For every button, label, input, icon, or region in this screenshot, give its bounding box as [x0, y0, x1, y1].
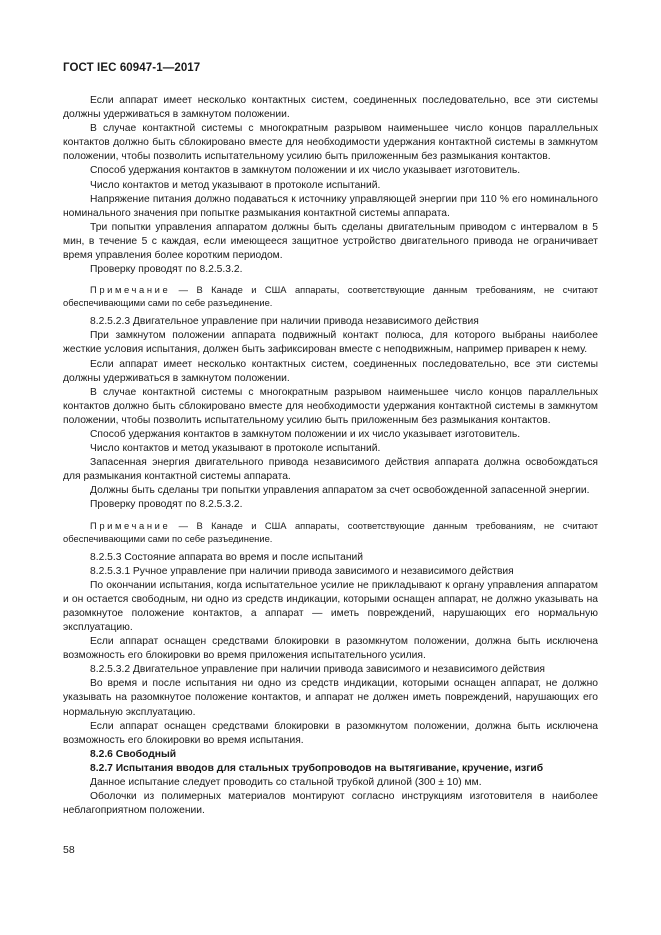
body-paragraph: [63, 263, 598, 277]
paragraph-text: Напряжение питания должно подаваться к источнику управляющей энергии при 110 % его номинального номинального значения при попытке размыкания контактной системы аппарата.: [63, 193, 598, 219]
body-paragraph: [63, 315, 598, 329]
body-paragraph: [63, 551, 598, 565]
paragraph-text: 8.2.5.3 Состояние аппарата во время и после испытаний: [90, 551, 364, 563]
body-paragraph: [63, 386, 598, 428]
paragraph-text: Данное испытание следует проводить со стальной трубкой длиной (300 ± 10) мм.: [90, 777, 482, 789]
body-paragraph: [63, 442, 598, 456]
document-body: [63, 94, 598, 818]
body-paragraph: [63, 94, 598, 122]
section-heading: [63, 762, 598, 776]
paragraph-text: — В Канаде и США аппараты, соответствующие данным требованиям, не считают обеспечивающими сами по себе разъединение.: [63, 519, 598, 544]
body-paragraph: [63, 635, 598, 663]
note-label: Примечание: [90, 284, 171, 296]
paragraph-text: Если аппарат оснащен средствами блокировки в разомкнутом положении, должна быть исключена возможность его блокировки во время приложения испытательного усилия.: [63, 636, 598, 662]
body-paragraph: [63, 221, 598, 263]
paragraph-text: Если аппарат оснащен средствами блокировки в разомкнутом положении, должна быть исключена возможность его блокировки во время испытания.: [63, 720, 598, 746]
section-heading: [63, 748, 598, 762]
body-paragraph: [63, 358, 598, 386]
paragraph-text: В случае контактной системы с многократным разрывом наименьшее число концов параллельных контактов должно быть сблокировано вместе для необходимости удержания контактной системы в замкнутом положении, чтобы позволить испытательному усилию быть приложенным без размыкания контактов.: [63, 386, 598, 426]
paragraph-text: 8.2.6 Свободный: [90, 748, 177, 760]
paragraph-text: Запасенная энергия двигательного привода независимого действия аппарата должна освобождаться для размыкания контактной системы аппарата.: [63, 457, 598, 483]
body-paragraph: [63, 484, 598, 498]
note-label: Примечание: [90, 519, 171, 531]
paragraph-text: При замкнутом положении аппарата подвижный контакт полюса, для которого выбраны наиболее жесткие условия испытания, должен быть зафиксирован вместе с неподвижным, например приварен к нему.: [63, 330, 598, 356]
paragraph-text: Если аппарат имеет несколько контактных систем, соединенных последовательно, все эти системы должны удерживаться в замкнутом положении.: [63, 95, 598, 121]
body-paragraph: [63, 776, 598, 790]
note-paragraph: [63, 519, 598, 545]
body-paragraph: [63, 329, 598, 357]
body-paragraph: [63, 663, 598, 677]
body-paragraph: [63, 122, 598, 164]
body-paragraph: [63, 164, 598, 178]
paragraph-text: 8.2.7 Испытания вводов для стальных трубопроводов на вытягивание, кручение, изгиб: [90, 762, 544, 774]
body-paragraph: [63, 498, 598, 512]
paragraph-text: Проверку проводят по 8.2.5.3.2.: [90, 499, 243, 511]
body-paragraph: [63, 579, 598, 635]
paragraph-text: Число контактов и метод указывают в протоколе испытаний.: [90, 179, 381, 191]
paragraph-text: Проверку проводят по 8.2.5.3.2.: [90, 264, 243, 276]
paragraph-text: Число контактов и метод указывают в протоколе испытаний.: [90, 443, 381, 455]
body-paragraph: [63, 456, 598, 484]
paragraph-text: Во время и после испытания ни одно из средств индикации, которыми оснащен аппарат, не должно указывать на разомкнутое положение контактов, и аппарат не должен иметь повреждений, нарушающих его нормальную эксплуатацию.: [63, 678, 598, 718]
page-number: 58: [63, 844, 75, 856]
paragraph-text: 8.2.5.3.2 Двигательное управление при наличии привода зависимого и независимого действия: [90, 664, 545, 676]
body-paragraph: [63, 428, 598, 442]
body-paragraph: [63, 790, 598, 818]
paragraph-text: 8.2.5.3.1 Ручное управление при наличии привода зависимого и независимого действия: [90, 565, 514, 577]
note-paragraph: [63, 283, 598, 309]
paragraph-text: 8.2.5.2.3 Двигательное управление при наличии привода независимого действия: [90, 316, 479, 328]
paragraph-text: Три попытки управления аппаратом должны быть сделаны двигательным приводом с интервалом в 5 мин, в течение 5 с каждая, если имеющееся защитное устройство двигательного привода не ограничивает время управления более коротким периодом.: [63, 221, 598, 262]
paragraph-text: Должны быть сделаны три попытки управления аппаратом за счет освобожденной запасенной энергии.: [90, 485, 590, 497]
body-paragraph: [63, 720, 598, 748]
paragraph-text: Если аппарат имеет несколько контактных систем, соединенных последовательно, все эти системы должны удерживаться в замкнутом положении.: [63, 358, 598, 384]
body-paragraph: [63, 565, 598, 579]
paragraph-text: Способ удержания контактов в замкнутом положении и их число указывает изготовитель.: [90, 165, 521, 177]
body-paragraph: [63, 193, 598, 221]
body-paragraph: [63, 179, 598, 193]
paragraph-text: Способ удержания контактов в замкнутом положении и их число указывает изготовитель.: [90, 428, 521, 440]
document-header: ГОСТ IEC 60947-1—2017: [63, 62, 201, 74]
paragraph-text: Оболочки из полимерных материалов монтируют согласно инструкциям изготовителя в наиболее неблагоприятном положении.: [63, 791, 598, 817]
body-paragraph: [63, 677, 598, 719]
paragraph-text: В случае контактной системы с многократным разрывом наименьшее число концов параллельных контактов должно быть сблокировано вместе для необходимости удержания контактной системы в замкнутом положении, чтобы позволить испытательному усилию быть приложенным без размыкания контактов.: [63, 123, 598, 163]
paragraph-text: — В Канаде и США аппараты, соответствующие данным требованиям, не считают обеспечивающими сами по себе разъединение.: [63, 284, 598, 309]
paragraph-text: По окончании испытания, когда испытательное усилие не прикладывают к органу управления аппаратом и он остается свободным, ни одно из средств индикации, которыми оснащен аппарат, не должно указывать на разомкнутое положение контактов, а аппарат — иметь повреждений, нарушающих его нормальную эксплуатацию.: [63, 579, 598, 633]
